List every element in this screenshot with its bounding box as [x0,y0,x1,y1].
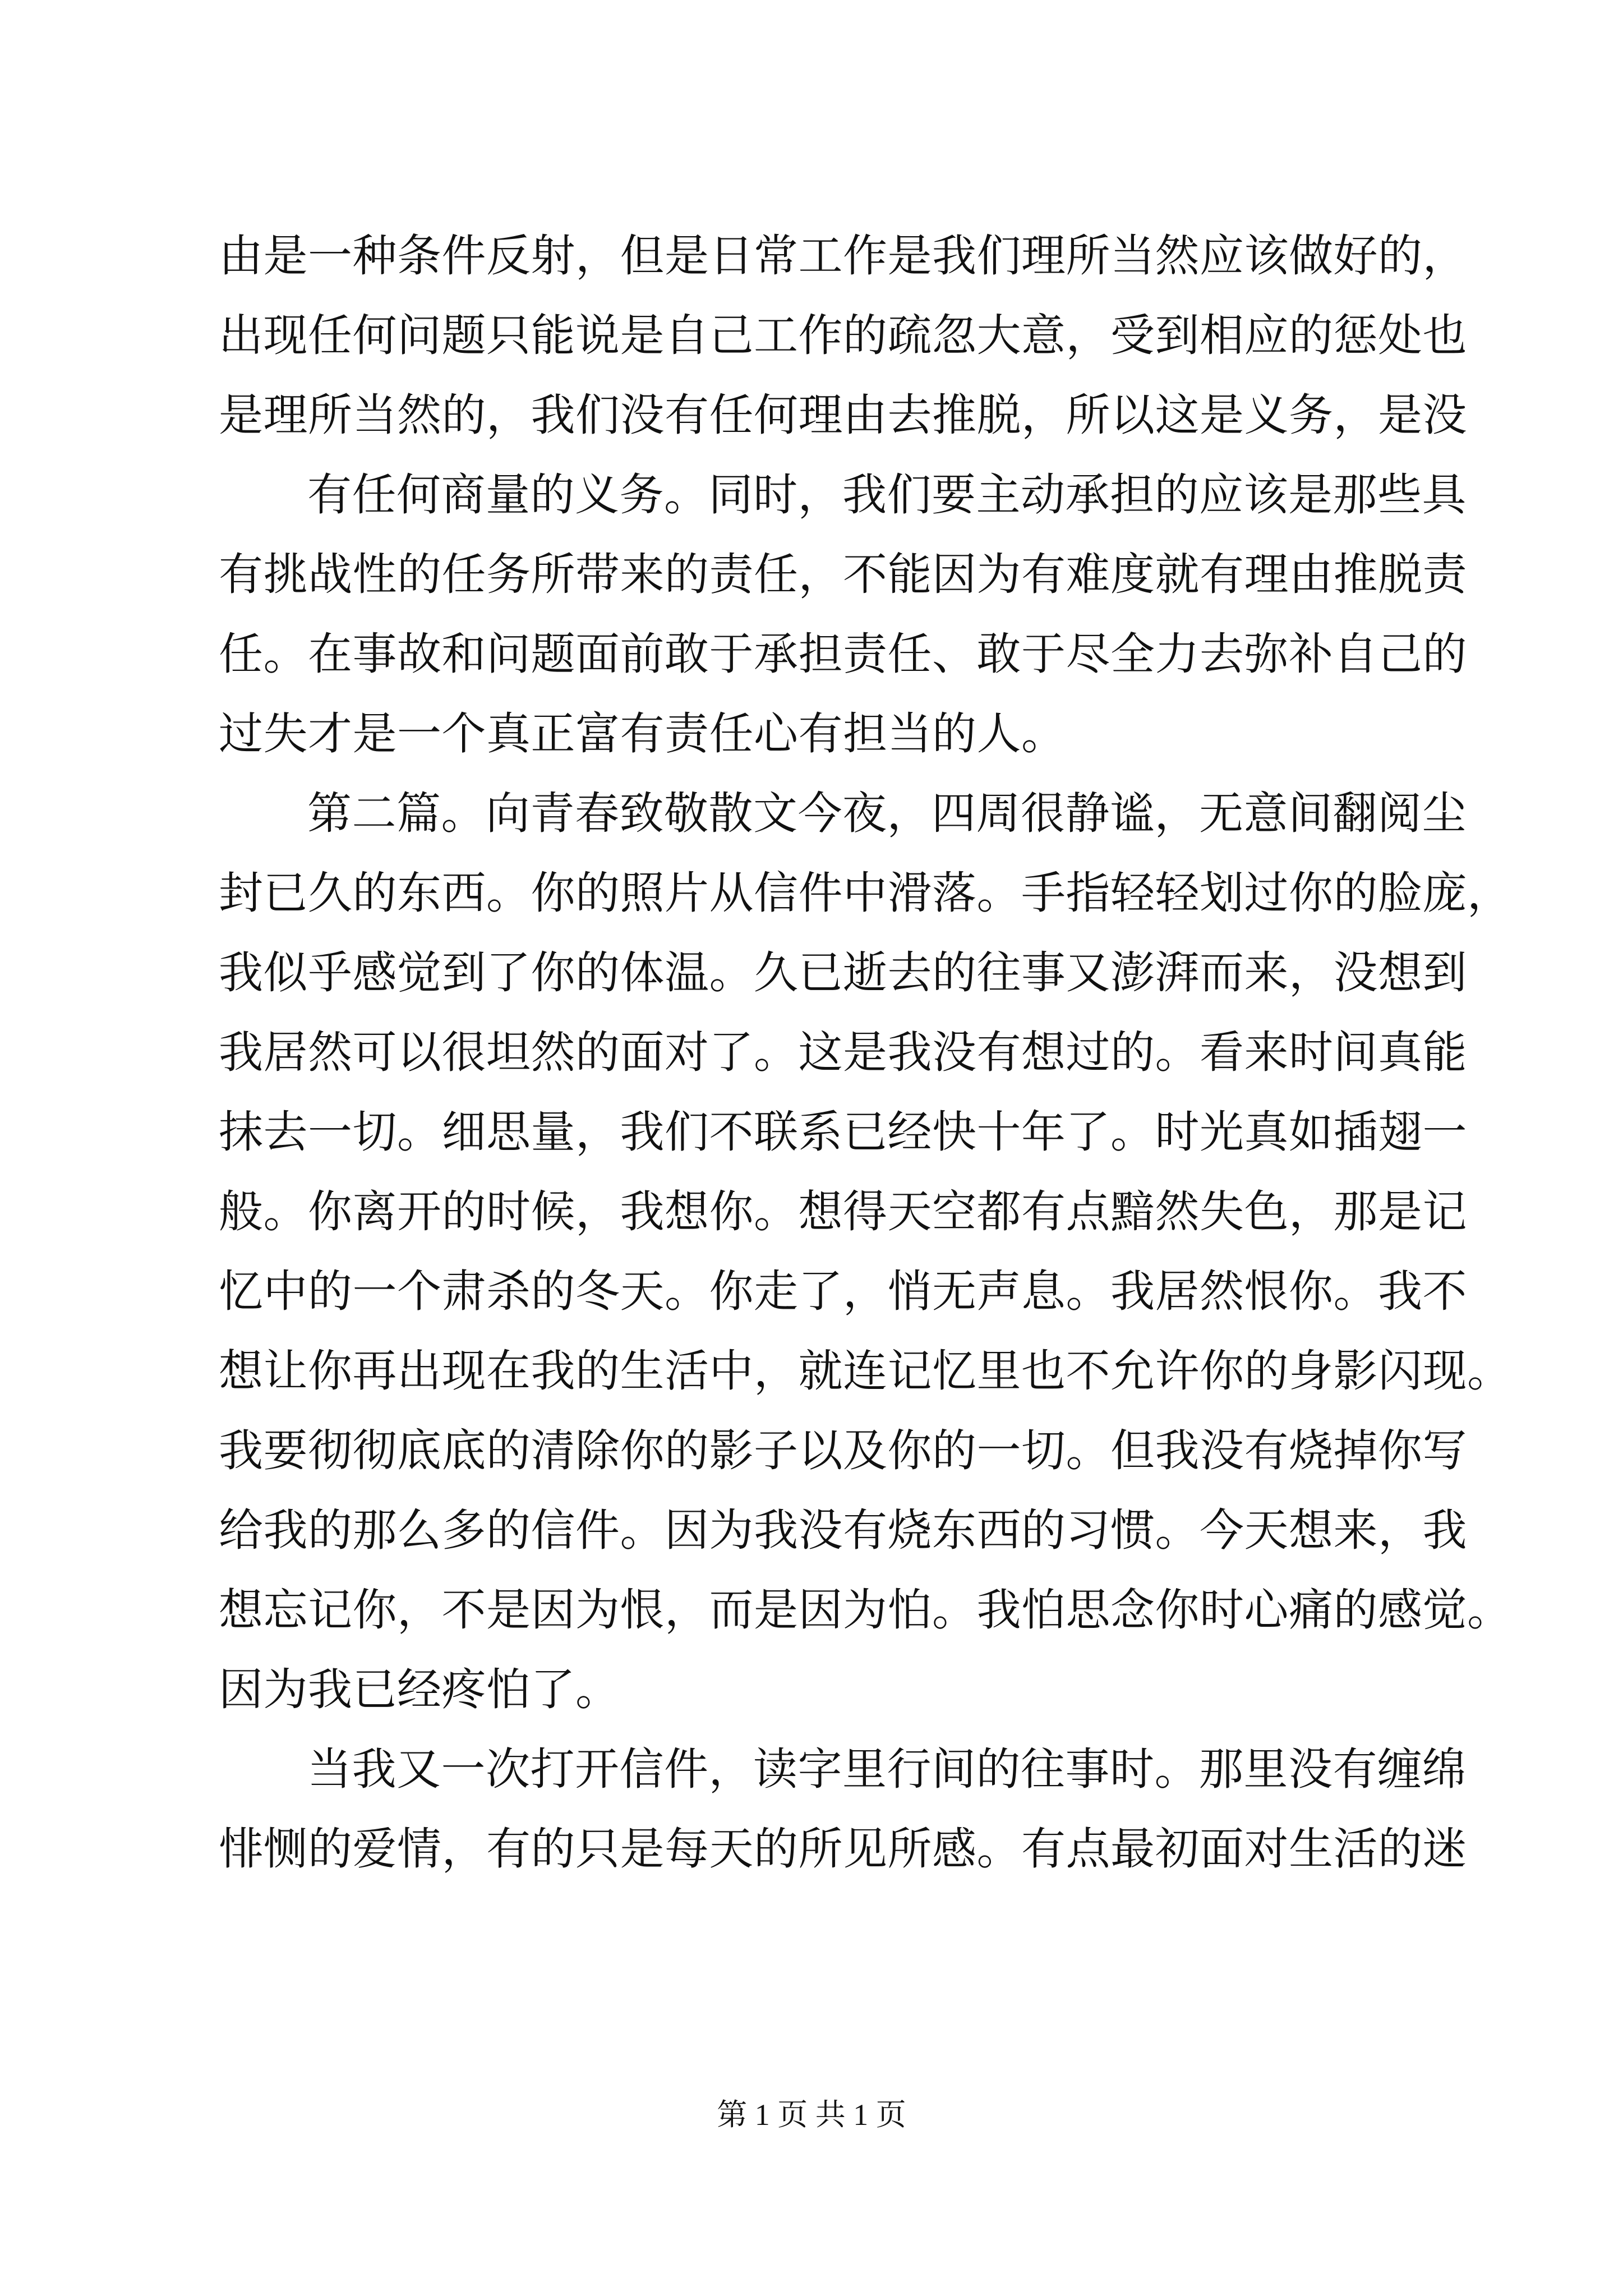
text-line: 出现任何问题只能说是自己工作的疏忽大意，受到相应的惩处也 [219,310,1467,361]
paragraph-start-line: 有任何商量的义务。同时，我们要主动承担的应该是那些具 [307,469,1467,521]
text-line: 悱恻的爱情，有的只是每天的所见所感。有点最初面对生活的迷 [219,1823,1467,1875]
text-line: 忆中的一个肃杀的冬天。你走了，悄无声息。我居然恨你。我不 [219,1266,1467,1317]
text-line: 我居然可以很坦然的面对了。这是我没有想过的。看来时间真能 [219,1027,1467,1078]
text-line: 般。你离开的时候，我想你。想得天空都有点黯然失色，那是记 [219,1186,1467,1237]
text-line: 给我的那么多的信件。因为我没有烧东西的习惯。今天想来，我 [219,1504,1467,1556]
text-line: 想忘记你，不是因为恨，而是因为怕。我怕思念你时心痛的感觉。 [219,1584,1512,1636]
text-line: 有挑战性的任务所带来的责任，不能因为有难度就有理由推脱责 [219,549,1467,600]
paragraph-start-line: 当我又一次打开信件，读字里行间的往事时。那里没有缠绵 [307,1743,1467,1795]
text-line: 想让你再出现在我的生活中，就连记忆里也不允许你的身影闪现。 [219,1345,1512,1397]
text-line: 我要彻彻底底的清除你的影子以及你的一切。但我没有烧掉你写 [219,1425,1467,1476]
text-line: 我似乎感觉到了你的体温。久已逝去的往事又澎湃而来，没想到 [219,947,1467,999]
text-line: 是理所当然的，我们没有任何理由去推脱，所以这是义务，是没 [219,389,1467,441]
paragraph-start-line: 第二篇。向青春致敬散文今夜，四周很静谧，无意间翻阅尘 [307,788,1467,839]
text-line: 过失才是一个真正富有责任心有担当的人。 [219,708,1066,760]
text-line: 封已久的东西。你的照片从信件中滑落。手指轻轻划过你的脸庞， [219,867,1512,919]
body-text [219,216,1512,1889]
text-line: 由是一种条件反射，但是日常工作是我们理所当然应该做好的， [219,230,1467,282]
text-line: 因为我已经疼怕了。 [219,1664,620,1715]
text-line: 任。在事故和问题面前敢于承担责任、敢于尽全力去弥补自己的 [219,628,1467,680]
page-number-footer: 第 1 页 共 1 页 [717,2098,906,2132]
text-line: 抹去一切。细思量，我们不联系已经快十年了。时光真如插翅一 [219,1106,1467,1158]
